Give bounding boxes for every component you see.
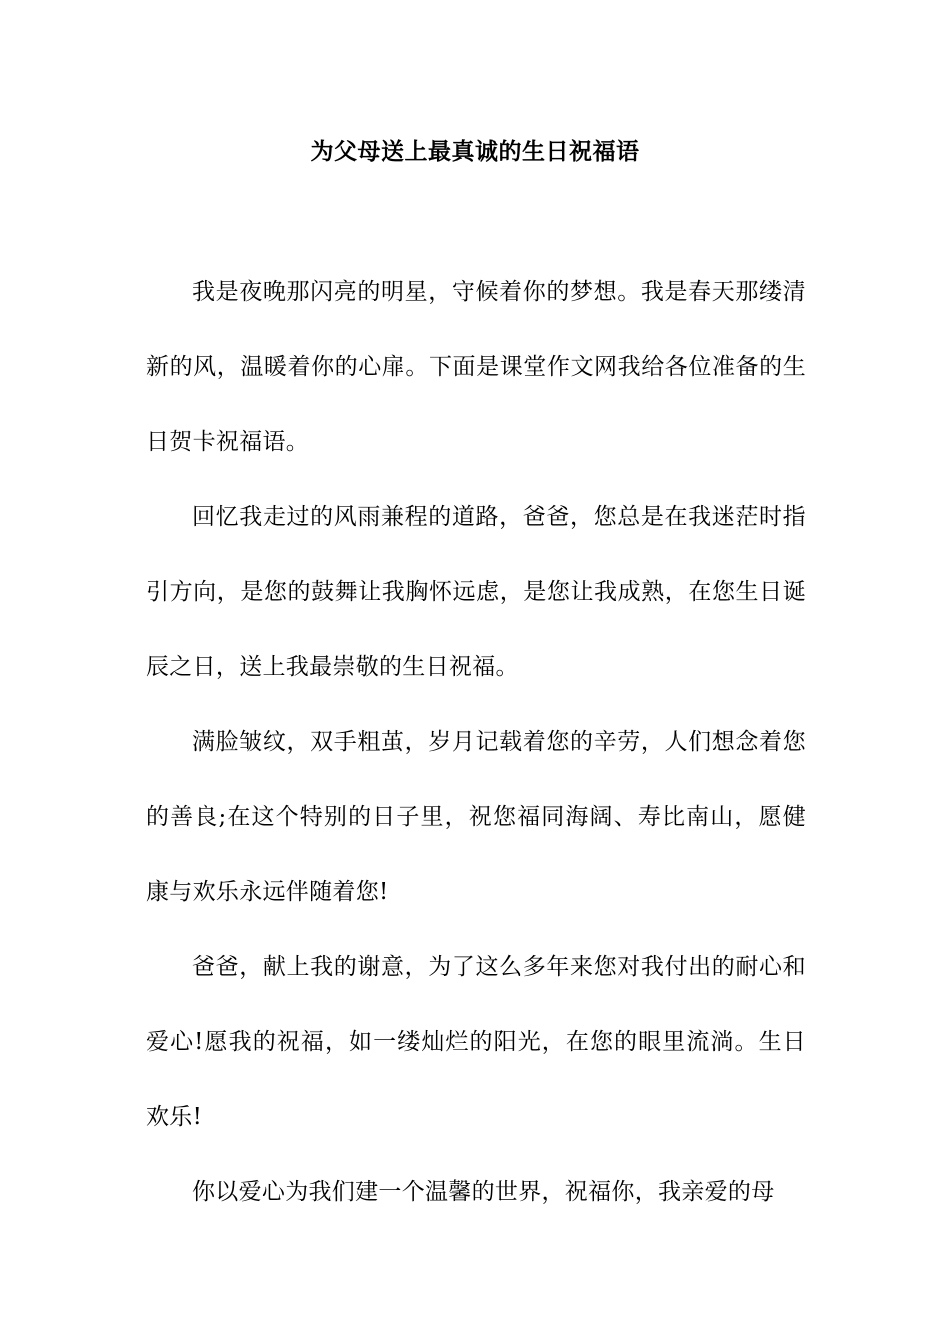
- paragraph-5: 你以爱心为我们建一个温馨的世界，祝福你，我亲爱的母: [192, 1179, 775, 1205]
- document-body: [146, 255, 806, 1230]
- paragraph-3: 满脸皱纹，双手粗茧，岁月记载着您的辛劳，人们想念着您的善良;在这个特别的日子里，祝您福同海阔、寿比南山，愿健康与欢乐永远伴随着您!: [146, 729, 806, 905]
- paragraph-4: 爸爸，献上我的谢意，为了这么多年来您对我付出的耐心和爱心!愿我的祝福，如一缕灿烂的阳光，在您的眼里流淌。生日欢乐!: [146, 954, 806, 1130]
- paragraph-1: 我是夜晚那闪亮的明星，守候着你的梦想。我是春天那缕清新的风，温暖着你的心扉。下面是课堂作文网我给各位准备的生日贺卡祝福语。: [146, 279, 806, 455]
- document-title: 为父母送上最真诚的生日祝福语: [310, 138, 640, 165]
- paragraph-2: 回忆我走过的风雨兼程的道路，爸爸，您总是在我迷茫时指引方向，是您的鼓舞让我胸怀远虑，是您让我成熟，在您生日诞辰之日，送上我最崇敬的生日祝福。: [146, 504, 806, 680]
